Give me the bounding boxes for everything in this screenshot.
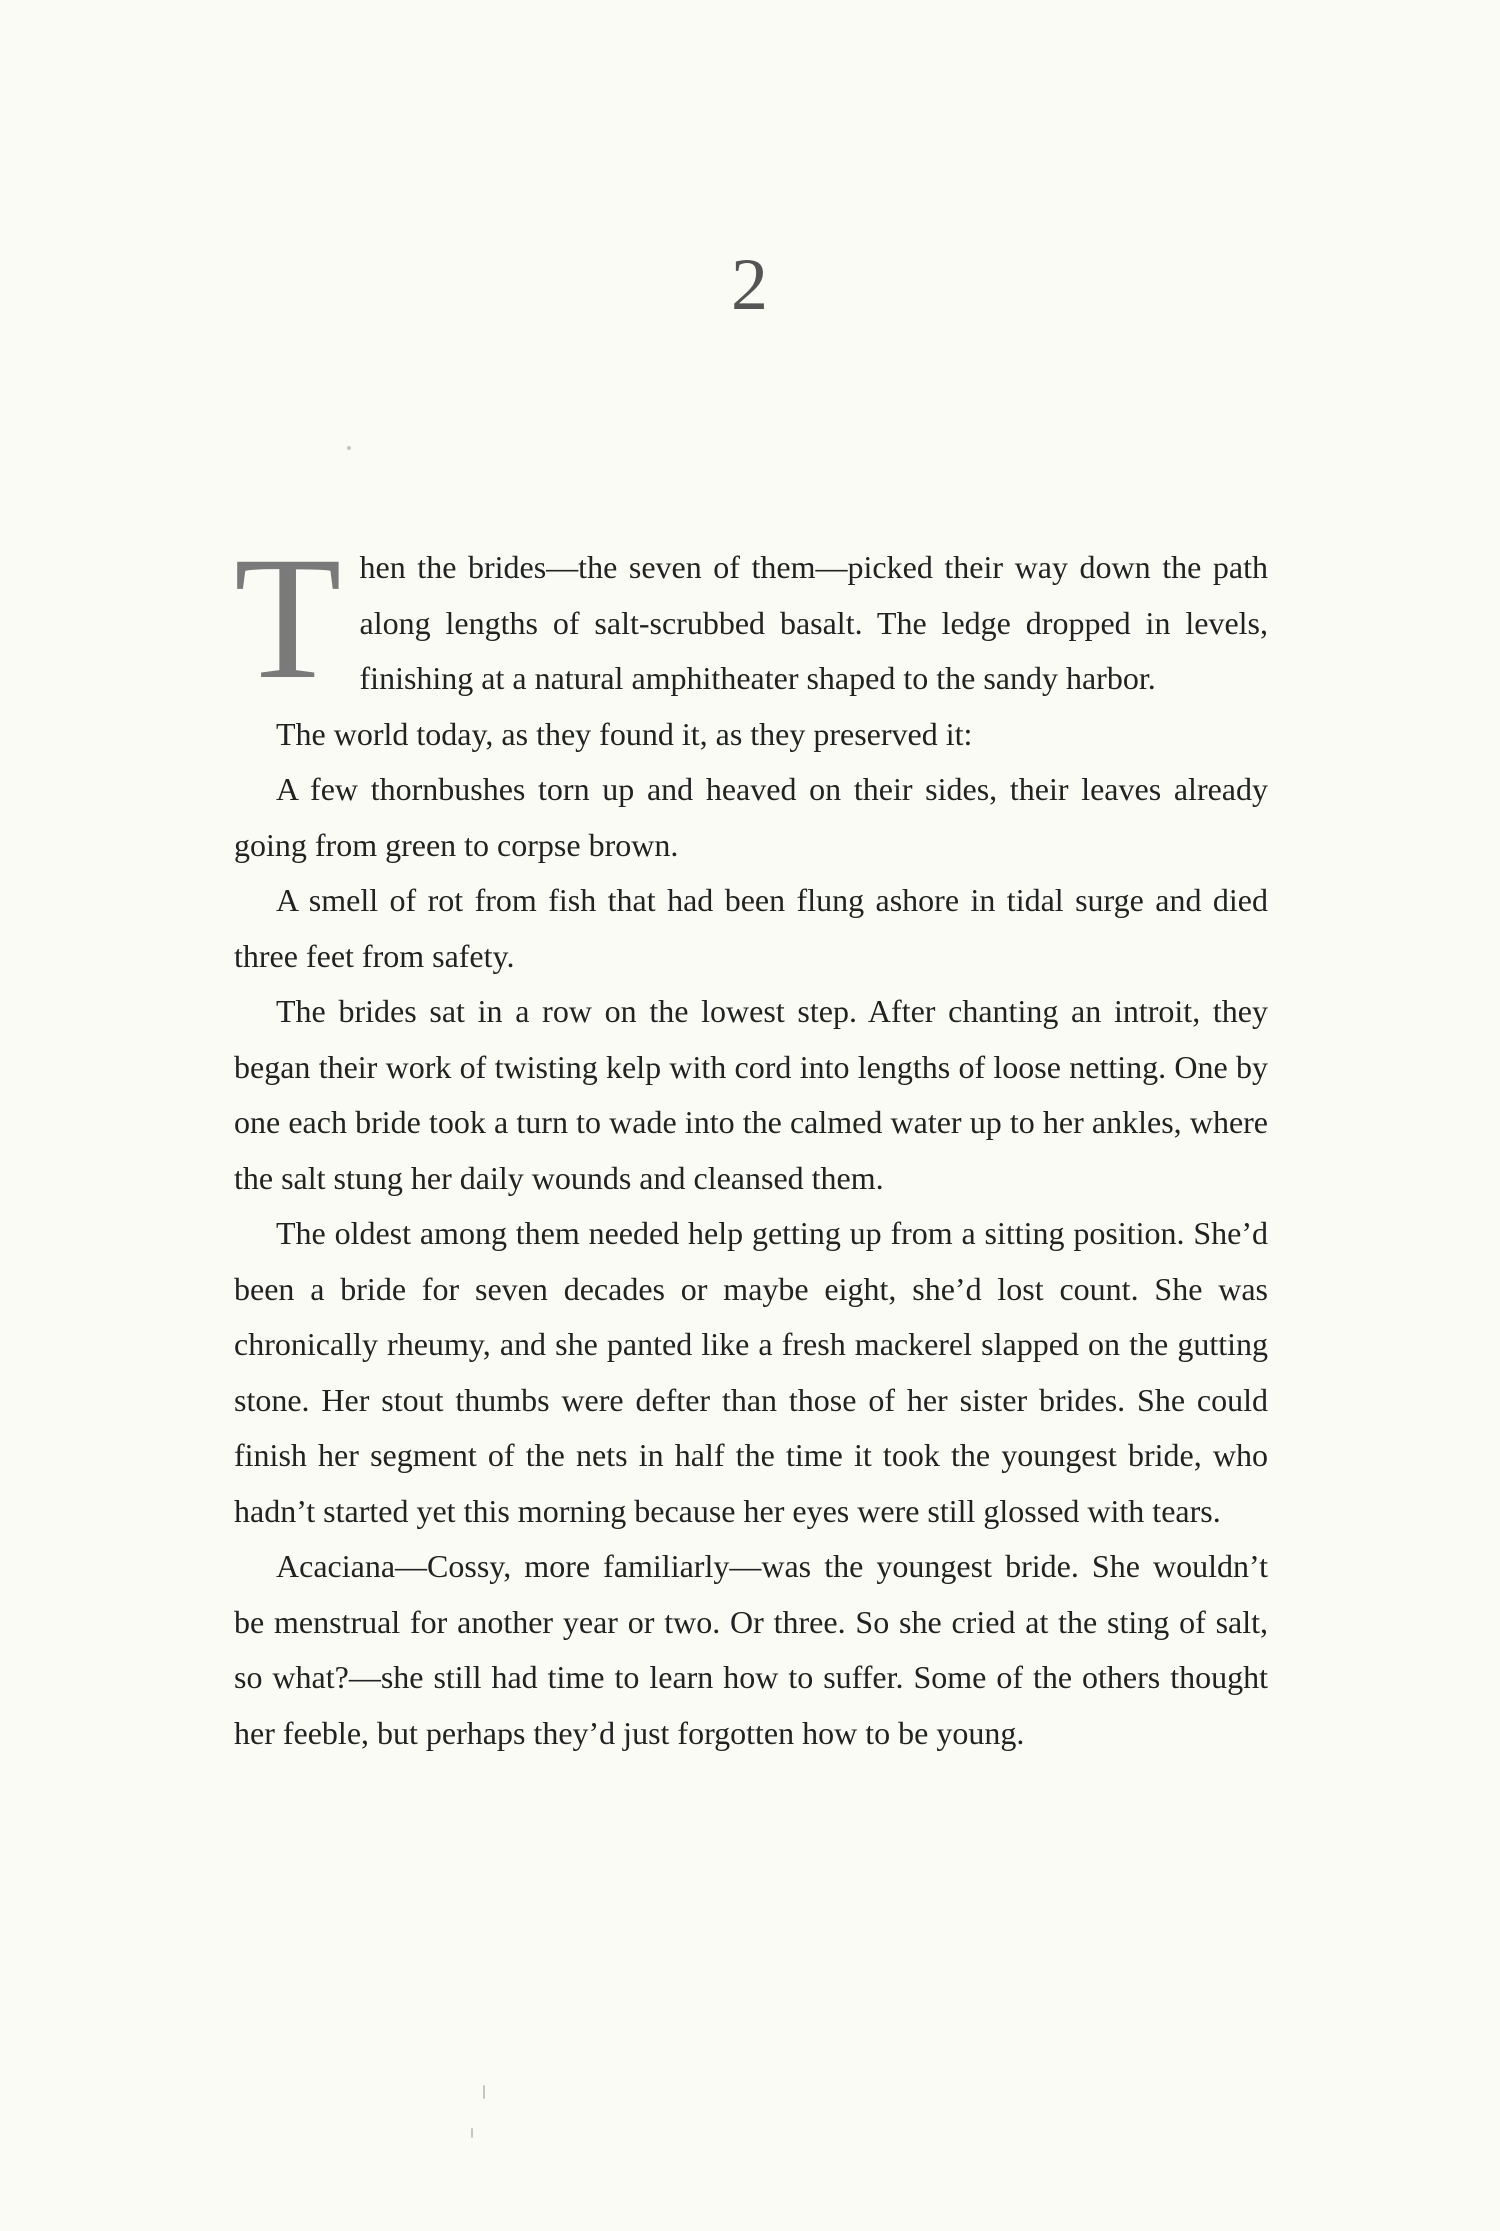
scan-speck <box>347 446 351 450</box>
chapter-number: 2 <box>731 244 769 326</box>
paragraph: A smell of rot from fish that had been flung ashore in tidal surge and died three feet from safety. <box>234 882 1268 974</box>
drop-cap: T <box>234 521 342 716</box>
chapter-body <box>234 521 1268 1761</box>
paragraph-opening <box>234 521 1268 716</box>
scan-speck <box>471 2128 473 2138</box>
scan-speck <box>483 2085 485 2099</box>
paragraph-opening-text: hen the brides—the seven of them—picked their way down the path along lengths of salt-scrubbed basalt. The ledge dropped in levels, finishing at a natural amphitheater shaped to the sandy harbor. <box>359 549 1268 696</box>
paragraph: The brides sat in a row on the lowest step. After chanting an introit, they began their work of twisting kelp with cord into lengths of loose netting. One by one each bride took a turn to wade into the calmed water up to her ankles, where the salt stung her daily wounds and cleansed them. <box>234 993 1268 1196</box>
paragraph: The world today, as they found it, as they preserved it: <box>276 715 973 752</box>
paragraph: Acaciana—Cossy, more familiarly—was the youngest bride. She wouldn’t be menstrual for another year or two. Or three. So she cried at the sting of salt, so what?—she still had time to learn how to suffer. Some of the others thought her feeble, but perhaps they’d just forgotten how to be young. <box>234 1548 1268 1751</box>
paragraph: The oldest among them needed help getting up from a sitting position. She’d been a bride for seven decades or maybe eight, she’d lost count. She was chronically rheumy, and she panted like a fresh mackerel slapped on the gutting stone. Her stout thumbs were defter than those of her sister brides. She could finish her segment of the nets in half the time it took the youngest bride, who hadn’t started yet this morning because her eyes were still glossed with tears. <box>234 1215 1268 1529</box>
paragraph: A few thornbushes torn up and heaved on their sides, their leaves already going from green to corpse brown. <box>234 771 1268 863</box>
